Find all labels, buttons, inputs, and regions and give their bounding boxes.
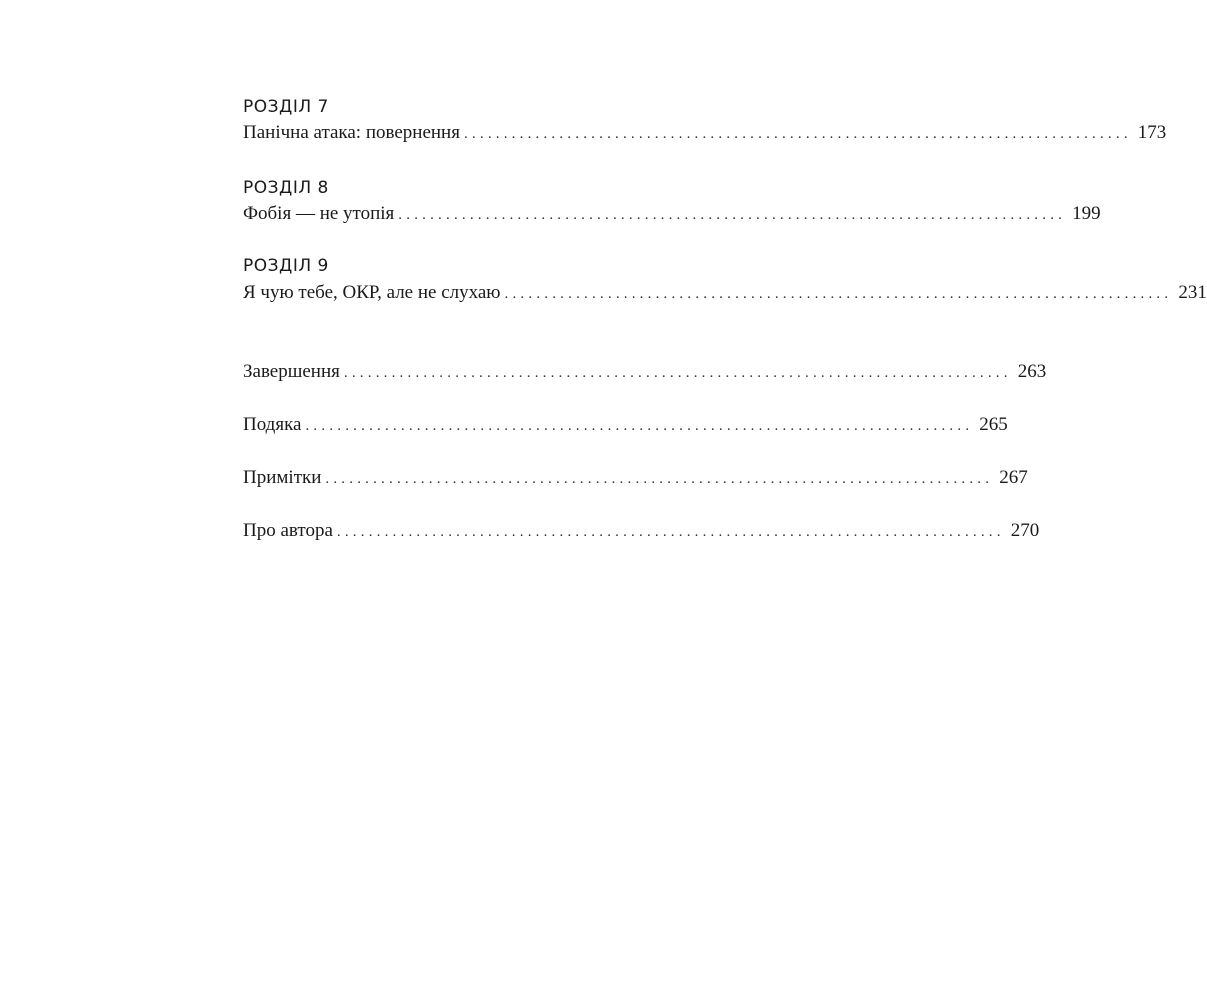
toc-entry-page-number: 199: [1072, 203, 1101, 224]
dot-leader: ....................................................................................: [463, 126, 1132, 142]
toc-entry-chapter-9: [243, 282, 1207, 305]
table-of-contents: [243, 0, 1207, 1000]
toc-entry-title: Панічна атака: повернення: [243, 122, 460, 143]
toc-entry-chapter-8: [243, 203, 1101, 226]
toc-entry-page-number: 231: [1178, 282, 1207, 303]
toc-entry-page-number: 270: [1010, 520, 1040, 541]
chapter-9-label: РОЗДІЛ 9: [243, 256, 329, 276]
toc-entry-page-number: 173: [1137, 122, 1167, 143]
toc-entry-title: Завершення: [243, 361, 340, 382]
toc-entry-notes: [243, 467, 1028, 490]
dot-leader: ....................................................................................: [325, 471, 994, 487]
dot-leader: ....................................................................................: [336, 524, 1005, 540]
toc-entry-title: Подяка: [243, 414, 302, 435]
dot-leader: ....................................................................................: [398, 207, 1067, 223]
toc-entry-title: Фобія — не утопія: [243, 203, 395, 224]
toc-entry-about-author: [243, 520, 1040, 543]
toc-entry-page-number: 267: [999, 467, 1028, 488]
toc-entry-title: Про автора: [243, 520, 333, 541]
toc-entry-acknowledgments: [243, 414, 1008, 437]
dot-leader: ....................................................................................: [343, 365, 1012, 381]
chapter-7-label: РОЗДІЛ 7: [243, 97, 329, 117]
dot-leader: ....................................................................................: [504, 286, 1173, 302]
toc-entry-page-number: 263: [1017, 361, 1047, 382]
toc-entry-page-number: 265: [979, 414, 1008, 435]
toc-entry-title: Примітки: [243, 467, 322, 488]
toc-entry-title: Я чую тебе, ОКР, але не слухаю: [243, 282, 501, 303]
chapter-8-label: РОЗДІЛ 8: [243, 178, 329, 198]
dot-leader: ....................................................................................: [305, 418, 974, 434]
toc-entry-chapter-7: [243, 122, 1167, 145]
toc-entry-conclusion: [243, 361, 1047, 384]
